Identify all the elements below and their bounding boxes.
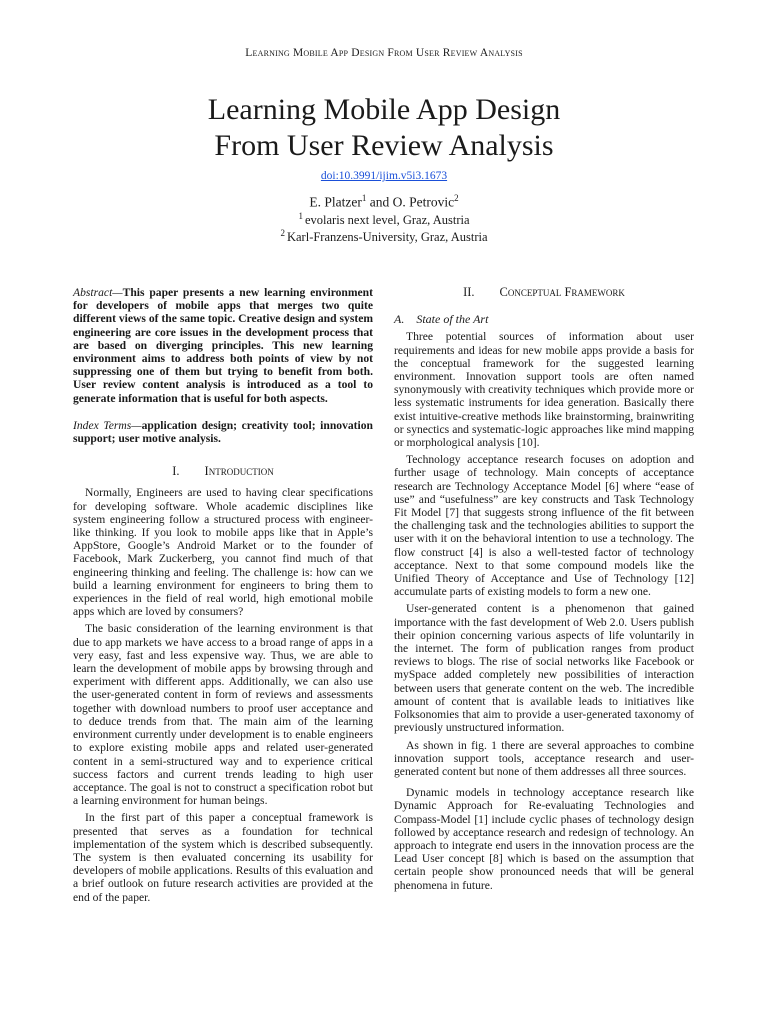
abstract-label: Abstract (73, 286, 113, 299)
section-2-heading: II. Conceptual Framework (463, 285, 625, 299)
left-column (73, 286, 373, 904)
section-1-heading: I. Introduction (172, 464, 274, 479)
running-header: Learning Mobile App Design From User Review Analysis (245, 47, 523, 59)
index-terms-dash: — (131, 418, 142, 432)
framework-paragraph-2: Technology acceptance research focuses on adoption and further usage of technology. Main concepts of acceptance research are Technology Acceptance Model [6] where “ease of use” and “usefulness” are key constructs and Task Technology Fit Model [7] that suggests strong influence of the fit between the challenging task and the technologies abilities to support the user with it on the behavioral intention to use a technology. The flow construct [4] is also a well-tested factor of technology acceptance. Next to that some compound models like the Unified Theory of Acceptance and Use of Technology [12] accumulate parts of existing models to form a new one. (394, 453, 694, 599)
index-terms-text: application design; creativity tool; innovation support; user motive analysis. (73, 418, 373, 446)
affiliation-1 (0, 211, 768, 228)
author-1: E. Platzer (309, 194, 362, 210)
framework-paragraph-1: Three potential sources of information about user requirements and ideas for new mobile apps provide a basis for the conceptual framework for the suggested learning environment. Innovation support tools are often named synonymously with creativity techniques which provide more or less systematic instruments for idea generation. Basically there exist intuitive-creative methods like brainstorming, brainwriting or synectics and systematic-logic approaches like mind mapping or morphological analysis [10]. (394, 330, 694, 450)
author-1-sup: 1 (361, 193, 367, 203)
index-terms-label: Index Terms (73, 418, 132, 432)
framework-paragraph-4: As shown in fig. 1 there are several approaches to combine innovation support tools, acceptance research and user-generated content but none of them addresses all three sources. (394, 738, 694, 778)
framework-paragraph-3: User-generated content is a phenomenon that gained importance with the fast development of Web 2.0. Users publish their opinion concerning various aspects of life voluntarily in the internet. The form of publication ranges from product reviews to blogs. The rise of social networks like Facebook or mySpace added completely new possibilities of interaction between users that generate content on the web. The incredible amount of content that is available leads to initiatives like Folksonomies that aim to provide a user-generated taxonomy of previously unstructured information. (394, 602, 694, 735)
subsection-a-heading: A. State of the Art (394, 312, 489, 327)
framework-paragraph-5: Dynamic models in technology acceptance research like Dynamic Approach for Re-evaluating Technologies and Compass-Model [1] include cyclic phases of technology design followed by acceptance research and redesign of technology. An approach to integrate end users in the innovation process are the Lead User concept [8] which is based on the assumption that certain people show pronounced needs that will be general phenomena in future. (394, 786, 694, 892)
author-2: O. Petrovic (392, 194, 455, 210)
doi-link[interactable]: doi:10.3991/ijim.v5i3.1673 (320, 170, 448, 182)
title-line-1: Learning Mobile App Design (207, 93, 561, 126)
abstract-dash: — (112, 286, 123, 299)
index-terms (73, 419, 373, 445)
abstract-text: This paper presents a new learning environment for developers of mobile apps that merges two quite different views of the same topic. Creative design and system engineering are core issues in the development process that are based on diverging principles. This new learning environment aims to address both points of view by not suppressing one of them but trying to benefit from both. User review content analysis is introduced as a tool to generate information that is useful for both aspects. (73, 286, 373, 405)
abstract (73, 286, 373, 405)
affiliation-2-text: Karl-Franzens-University, Graz, Austria (286, 230, 488, 245)
intro-paragraph-2: The basic consideration of the learning environment is that due to app markets we have access to a broad range of apps in a very easy, fast and less expensive way. Thus, we are able to learn the development of mobile apps by browsing through and experiment with different apps. Additionally, we can also use the user-generated content in form of reviews and assessments together with download numbers to proof user acceptance and to deduce trends from that. The main aim of the learning environment currently under development is to enable engineers to explore existing mobile apps and related user-generated content in a semi-structured way and to experience critical success factors and current trends leading to high user acceptance. The goal is not to construct a specification robot but a learning environment for human beings. (73, 622, 373, 808)
affiliation-1-text: evolaris next level, Graz, Austria (304, 213, 470, 228)
intro-paragraph-3: In the first part of this paper a conceptual framework is presented that serves as a foundation for technical implementation of the system which is described subsequently. The system is then evaluated concerning its usability for developers of mobile applications. Results of this evaluation and a brief outlook on future research activities are provided at the end of the paper. (73, 811, 373, 904)
authors-and: and (366, 194, 393, 210)
author-2-sup: 2 (454, 193, 459, 203)
affiliation-2-sup: 2 (280, 228, 285, 238)
paper-title (0, 92, 768, 164)
title-line-2: From User Review Analysis (214, 129, 554, 162)
affiliation-2 (0, 228, 768, 245)
authors (0, 193, 768, 211)
intro-paragraph-1: Normally, Engineers are used to having clear specifications for developing software. Whole academic disciplines like system engineering follow a structured process with engineer-like thinking. If you look to mobile apps like that in Apple’s AppStore, Google’s Android Market or to the founder of Facebook, Mark Zuckerberg, you cannot find much of that engineering thinking and feeling. The challenge is: how can we build a learning environment for engineers to bring them to experiences in the field of real world, high emotional mobile apps which are loved by consumers? (73, 486, 373, 619)
right-column (394, 286, 694, 892)
affiliation-1-sup: 1 (298, 211, 303, 221)
